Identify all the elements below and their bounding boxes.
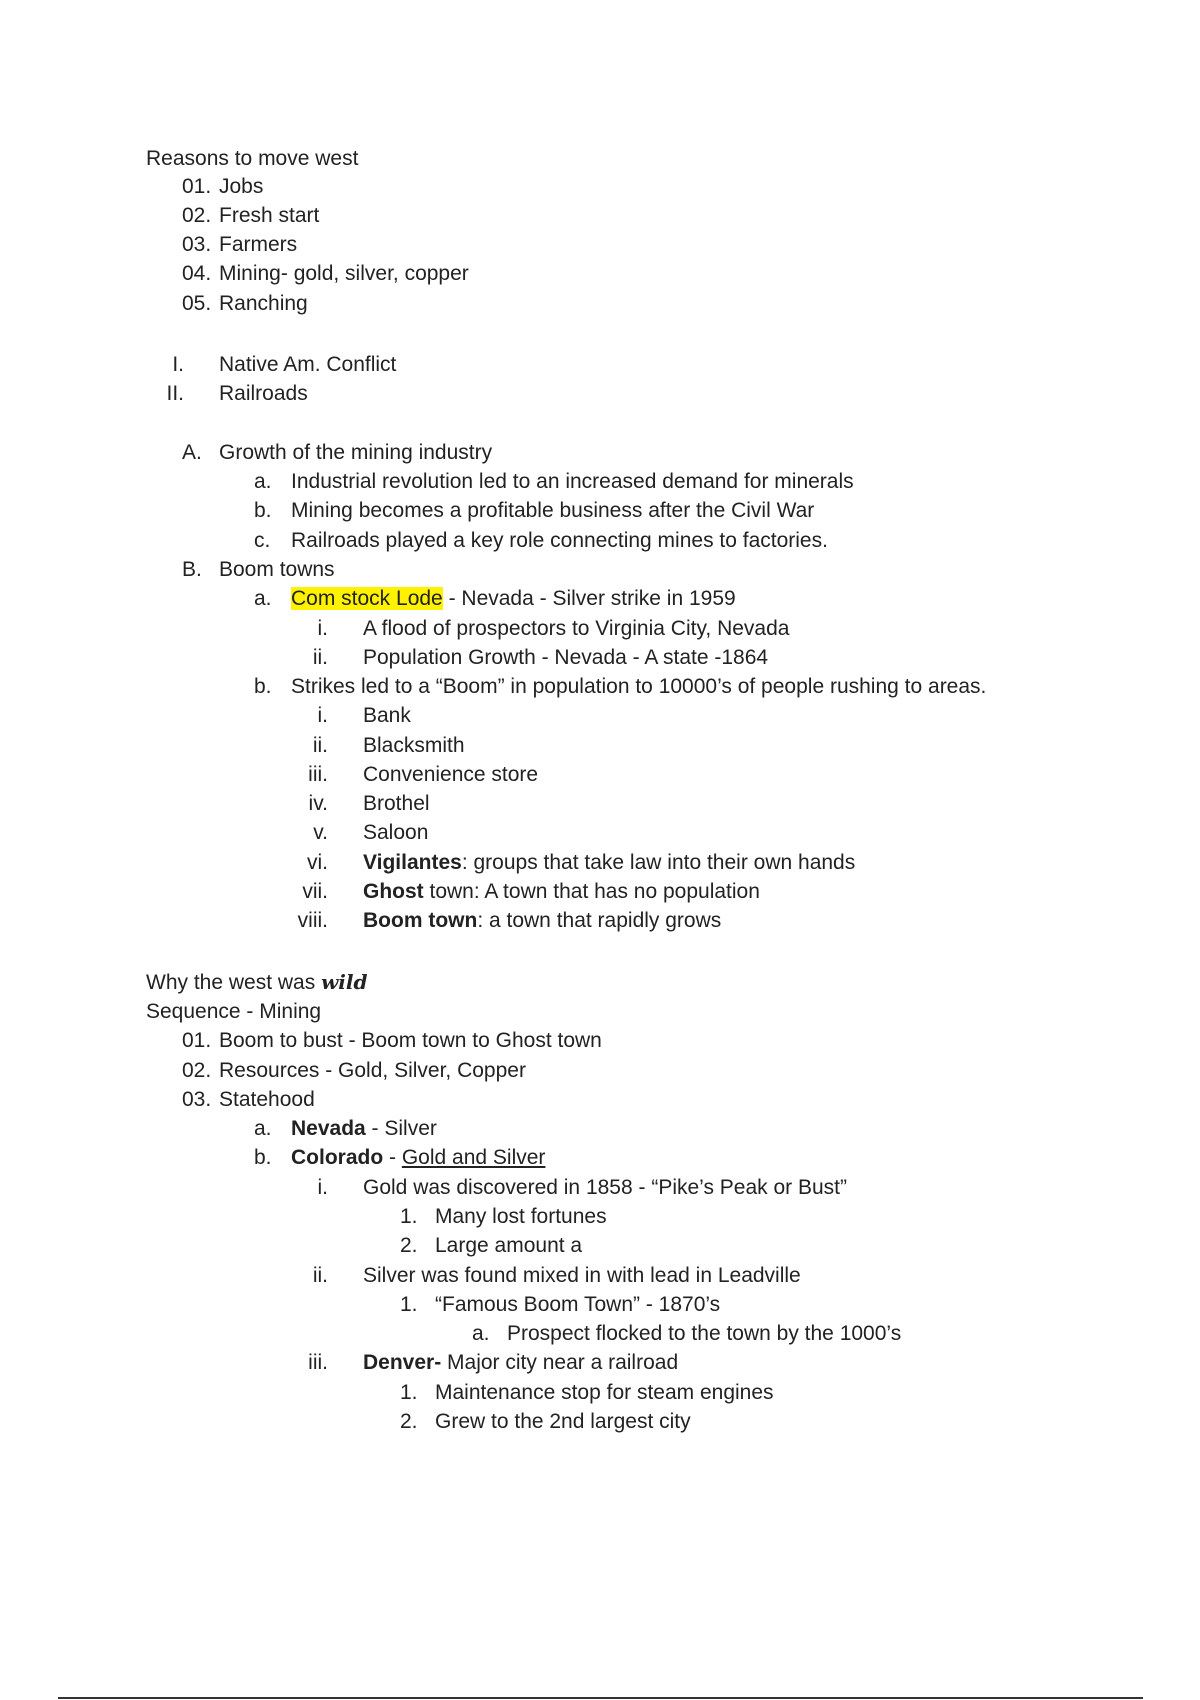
list-item: II. Railroads xyxy=(166,382,308,405)
list-item: iv. Brothel xyxy=(308,792,430,815)
list-item: 01. Jobs xyxy=(182,175,264,198)
list-item: 05. Ranching xyxy=(182,292,308,315)
list-item: a. Com stock Lode - Nevada - Silver strike in 1959 xyxy=(254,587,736,610)
list-item: 2. Large amount a xyxy=(400,1234,583,1257)
item-text: - Silver xyxy=(365,1117,437,1140)
list-item: iii. Denver- Major city near a railroad xyxy=(308,1351,679,1374)
list-item: i. A flood of prospectors to Virginia City, Nevada xyxy=(317,617,790,640)
list-item: a. Prospect flocked to the town by the 1000’s xyxy=(472,1322,902,1345)
definition-item: vi. Vigilantes: groups that take law into their own hands xyxy=(307,851,856,874)
definition-item: vii. Ghost town: A town that has no population xyxy=(302,880,760,903)
list-item: 01. Boom to bust - Boom town to Ghost town xyxy=(182,1029,602,1052)
definition-item: viii. Boom town: a town that rapidly grows xyxy=(297,909,722,932)
page-bottom-rule xyxy=(58,1697,1143,1699)
list-item: 02. Resources - Gold, Silver, Copper xyxy=(182,1059,526,1082)
list-item: i. Gold was discovered in 1858 - “Pike’s Peak or Bust” xyxy=(317,1176,848,1199)
list-item: b. Mining becomes a profitable business after the Civil War xyxy=(254,499,815,522)
list-item: a. Industrial revolution led to an increased demand for minerals xyxy=(254,470,854,493)
list-item: c. Railroads played a key role connecting mines to factories. xyxy=(254,529,828,552)
item-text: - Nevada - Silver strike in 1959 xyxy=(442,587,736,610)
item-text: Major city near a railroad xyxy=(441,1351,679,1374)
list-item: b. Strikes led to a “Boom” in population to 10000’s of people rushing to areas. xyxy=(254,675,987,698)
list-item: 03. Statehood xyxy=(182,1088,315,1111)
list-item: i. Bank xyxy=(317,704,411,727)
list-item: 03. Farmers xyxy=(182,233,298,256)
list-item: b. Colorado - Gold and Silver xyxy=(254,1146,546,1169)
item-text: - xyxy=(383,1146,402,1169)
list-item: 1. “Famous Boom Town” - 1870’s xyxy=(400,1293,721,1316)
list-item: 1. Many lost fortunes xyxy=(400,1205,607,1228)
list-item: a. Nevada - Silver xyxy=(254,1117,437,1140)
list-item: 04. Mining- gold, silver, copper xyxy=(182,262,469,285)
list-item: 1. Maintenance stop for steam engines xyxy=(400,1381,774,1404)
underlined-text: Gold and Silver xyxy=(401,1146,546,1169)
sequence-heading: Sequence - Mining xyxy=(146,1000,322,1023)
wild-emphasis: wild xyxy=(321,970,368,994)
city-name: Denver- xyxy=(363,1351,442,1374)
list-item: ii. Silver was found mixed in with lead in Leadville xyxy=(312,1264,801,1287)
definition-text: town: A town that has no population xyxy=(423,880,760,903)
list-item: ii. Blacksmith xyxy=(312,734,465,757)
defined-term: Ghost xyxy=(363,880,424,903)
definition-text: : groups that take law into their own hands xyxy=(461,851,856,874)
defined-term: Vigilantes xyxy=(363,851,462,874)
state-name: Nevada xyxy=(291,1117,366,1140)
section-heading: B. Boom towns xyxy=(182,558,335,581)
list-item: v. Saloon xyxy=(313,821,429,844)
highlighted-term: Com stock Lode xyxy=(291,587,443,610)
list-item: iii. Convenience store xyxy=(308,763,539,786)
list-item: 2. Grew to the 2nd largest city xyxy=(400,1410,691,1433)
state-name: Colorado xyxy=(291,1146,384,1169)
list-item: 02. Fresh start xyxy=(182,204,320,227)
why-heading xyxy=(0,968,1200,997)
list-item: ii. Population Growth - Nevada - A state -1864 xyxy=(312,646,769,669)
list-item: I. Native Am. Conflict xyxy=(172,353,397,376)
definition-text: : a town that rapidly grows xyxy=(477,909,722,932)
section-heading: A. Growth of the mining industry xyxy=(182,441,493,464)
defined-term: Boom town xyxy=(363,909,478,932)
why-heading-text: Why the west was xyxy=(146,971,322,994)
reasons-heading: Reasons to move west xyxy=(146,147,359,170)
